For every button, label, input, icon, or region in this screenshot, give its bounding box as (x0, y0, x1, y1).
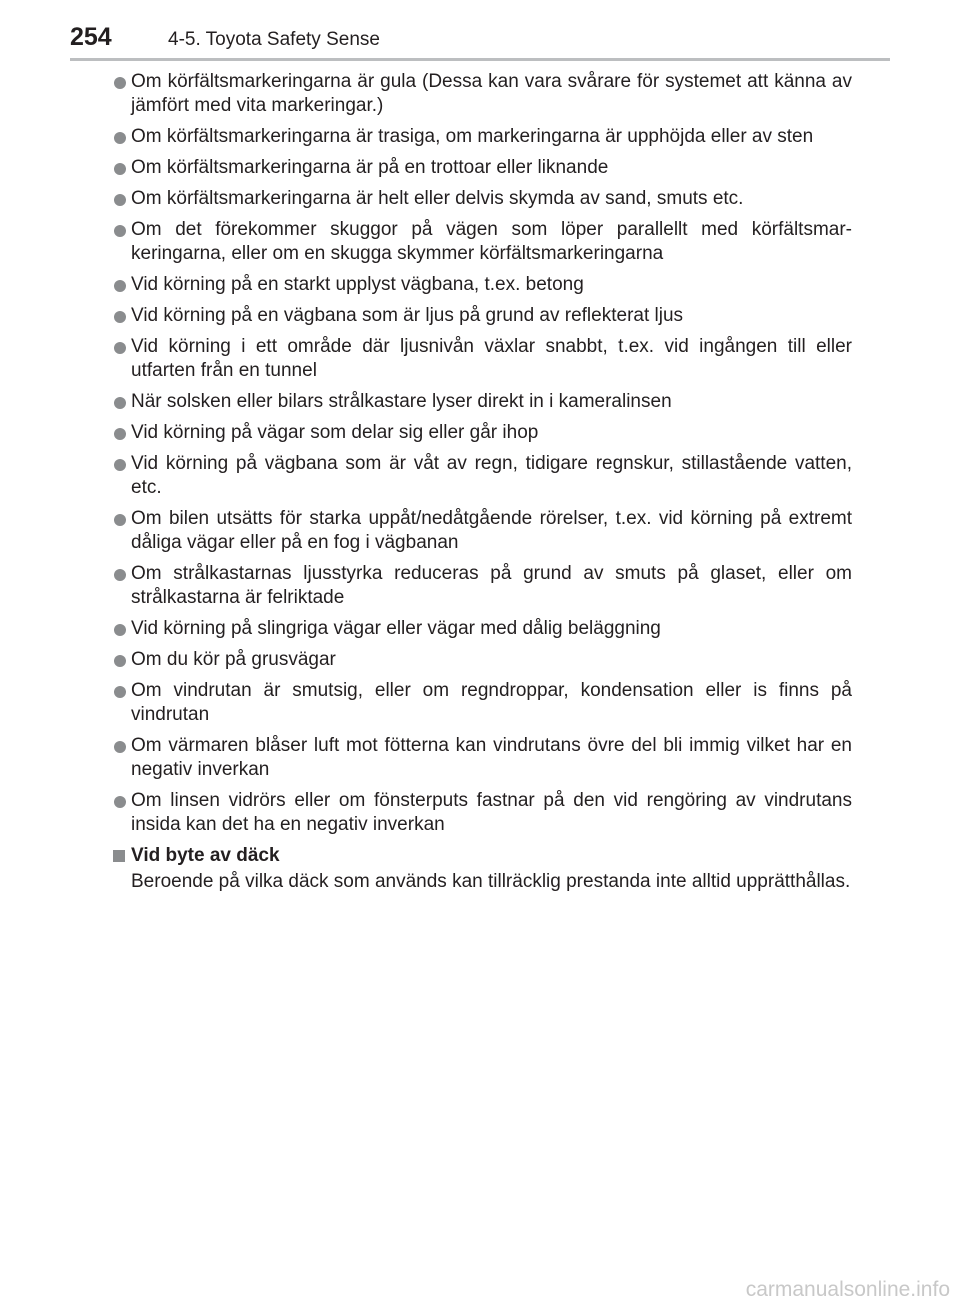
list-item (112, 421, 852, 445)
list-item-text: Om körfältsmarkeringarna är helt eller delvis skymda av sand, smuts etc. (131, 188, 744, 209)
bullet-icon (114, 397, 126, 409)
list-item (112, 452, 852, 500)
list-item-text: Om körfältsmarkeringarna är gula (Dessa kan vara svårare för systemet att känna av jämfört med vita markeringar.) (131, 71, 852, 116)
list-item (112, 617, 852, 641)
list-item (112, 125, 852, 149)
bullet-icon (114, 194, 126, 206)
bullet-icon (114, 280, 126, 292)
list-item (112, 789, 852, 837)
bullet-icon (114, 132, 126, 144)
conditions-list (112, 70, 852, 837)
list-item-text: Om körfältsmarkeringarna är trasiga, om markeringarna är upphöjda eller av sten (131, 126, 814, 147)
list-item-text: Om linsen vidrörs eller om fönsterputs fastnar på den vid rengöring av vindrutans insida kan det ha en negativ inverkan (131, 790, 852, 835)
list-item (112, 648, 852, 672)
list-item (112, 734, 852, 782)
list-item (112, 507, 852, 555)
list-item (112, 304, 852, 328)
bullet-icon (114, 459, 126, 471)
list-item (112, 156, 852, 180)
bullet-icon (114, 655, 126, 667)
bullet-icon (114, 796, 126, 808)
bullet-icon (114, 342, 126, 354)
subsection-body: Beroende på vilka däck som används kan tillräcklig prestanda inte alltid upprätthållas. (131, 871, 851, 892)
tire-change-section (112, 844, 852, 894)
page-content (112, 70, 852, 894)
bullet-icon (114, 428, 126, 440)
list-item-text: Om vindrutan är smutsig, eller om regndroppar, kondensation eller is finns på vindrutan (131, 680, 852, 725)
bullet-icon (114, 569, 126, 581)
bullet-icon (114, 624, 126, 636)
list-item (112, 70, 852, 118)
page-number: 254 (70, 23, 112, 51)
list-item-text: Om bilen utsätts för starka uppåt/nedåtgående rörelser, t.ex. vid körning på extremt dåliga vägar eller på en fog i vägbanan (131, 508, 852, 553)
bullet-icon (114, 163, 126, 175)
list-item-text: Om du kör på grusvägar (131, 649, 336, 670)
list-item-text: Om körfältsmarkeringarna är på en trottoar eller liknande (131, 157, 609, 178)
list-item-text: Om strålkastarnas ljusstyrka reduceras på grund av smuts på glaset, eller om strålkastarna är felriktade (131, 563, 852, 608)
bullet-icon (114, 514, 126, 526)
list-item-text: När solsken eller bilars strålkastare lyser direkt in i kameralinsen (131, 391, 672, 412)
bullet-icon (114, 77, 126, 89)
list-item-text: Vid körning på en starkt upplyst vägbana, t.ex. betong (131, 274, 584, 295)
list-item-text: Om värmaren blåser luft mot fötterna kan vindrutans övre del bli immig vilket har en negativ inverkan (131, 735, 852, 780)
list-item (112, 679, 852, 727)
list-item (112, 187, 852, 211)
list-item (112, 273, 852, 297)
list-item (112, 218, 852, 266)
page-header (0, 0, 960, 62)
subsection-heading (112, 844, 852, 868)
list-item-text: Om det förekommer skuggor på vägen som löper parallellt med körfältsmarkeringarna, eller om en skugga skymmer körfältsmarkeringarna (131, 219, 852, 264)
square-bullet-icon (113, 850, 125, 862)
section-title: 4-5. Toyota Safety Sense (168, 29, 380, 50)
list-item-text: Vid körning i ett område där ljusnivån växlar snabbt, t.ex. vid ingången till eller utfarten från en tunnel (131, 336, 852, 381)
bullet-icon (114, 686, 126, 698)
watermark: carmanualsonline.info (745, 1278, 950, 1301)
list-item (112, 335, 852, 383)
list-item-text: Vid körning på vägar som delar sig eller går ihop (131, 422, 539, 443)
list-item (112, 562, 852, 610)
bullet-icon (114, 741, 126, 753)
list-item (112, 390, 852, 414)
list-item-text: Vid körning på en vägbana som är ljus på grund av reflekterat ljus (131, 305, 684, 326)
list-item-text: Vid körning på vägbana som är våt av regn, tidigare regnskur, stillastående vatten, etc. (131, 453, 852, 498)
bullet-icon (114, 311, 126, 323)
bullet-icon (114, 225, 126, 237)
subsection-heading-text: Vid byte av däck (131, 845, 280, 866)
header-divider (70, 58, 890, 61)
list-item-text: Vid körning på slingriga vägar eller vägar med dålig beläggning (131, 618, 661, 639)
